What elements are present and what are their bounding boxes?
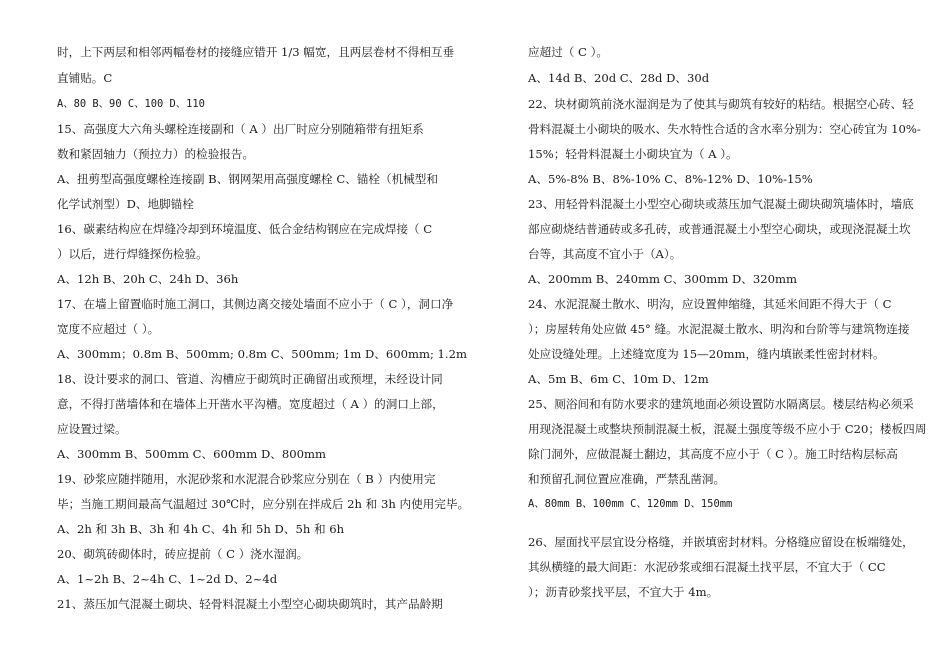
text-line: 其纵横缝的最大间距：水泥砂浆或细石混凝土找平层，不宜大于（ CC [528,560,886,574]
options-line: A、5m B、6m C、10m D、12m [528,372,709,386]
question-15: 15、高强度大六角头螺栓连接副和（ A ）出厂时应分别随箱带有扭矩系 [57,122,424,136]
text-line: 直铺贴。C [57,71,113,85]
options-line: A、14d B、20d C、28d D、30d [528,71,710,85]
text-line: 宽度不应超过（ ）。 [57,322,160,336]
text-line: ）；沥青砂浆找平层，不宜大于 4m。 [528,585,719,599]
text-line: 骨料混凝土小砌块的吸水、失水特性合适的含水率分别为：空心砖宜为 10%- [528,122,921,136]
question-18: 18、设计要求的洞口、管道、沟槽应于砌筑时正确留出或预埋，未经设计同 [57,372,443,386]
text-line: 处应设缝处理。上述缝宽度为 15—20mm，缝内填嵌柔性密封材料。 [528,347,885,361]
question-17: 17、在墙上留置临时施工洞口，其侧边离交接处墙面不应小于（ C ），洞口净 [57,297,454,311]
question-20: 20、砌筑砖砌体时，砖应提前（ C ）浇水湿润。 [57,547,309,561]
text-line: 应设置过梁。 [57,422,127,436]
question-16: 16、碳素结构应在焊缝冷却到环境温度、低合金结构钢应在完成焊接（ C [57,222,433,236]
question-21: 21、蒸压加气混凝土砌块、轻骨料混凝土小型空心砌块砌筑时，其产品龄期 [57,597,443,611]
text-line: 台等，其高度不宜小于（A）。 [528,247,682,261]
text-line: 应超过（ C ）。 [528,45,609,59]
options-line: A、2h 和 3h B、3h 和 4h C、4h 和 5h D、5h 和 6h [57,522,345,536]
text-line: 部应砌烧结普通砖或多孔砖，或普通混凝土小型空心砌块，或现浇混凝土坎 [528,222,911,236]
question-24: 24、水泥混凝土散水、明沟，应设置伸缩缝，其延米间距不得大于（ C [528,297,892,311]
options-line: A、12h B、20h C、24h D、36h [57,272,239,286]
options-line: A、300mm B、500mm C、600mm D、800mm [57,447,326,461]
question-22: 22、块材砌筑前浇水湿润是为了使其与砌筑有较好的粘结。根据空心砖、轻 [528,97,914,111]
options-line: A、1~2h B、2~4h C、1~2d D、2~4d [57,572,278,586]
text-line: 除门洞外，应做混凝土翻边，其高度不应小于（ C ）。施工时结构层标高 [528,447,898,461]
options-line: A、5%-8% B、8%-10% C、8%-12% D、10%-15% [528,172,813,186]
options-line: A、80mm B、100mm C、120mm D、150mm [528,498,733,510]
options-line: A、300mm；0.8m B、500mm; 0.8m C、500mm; 1m D、600mm; 1.2m [57,347,467,361]
options-line: A、80 B、90 C、100 D、110 [57,98,205,110]
text-line: 和预留孔洞位置应准确，严禁乱凿洞。 [528,472,726,486]
question-25: 25、厕浴间和有防水要求的建筑地面必须设置防水隔离层。楼层结构必须采 [528,397,914,411]
question-23: 23、用轻骨料混凝土小型空心砌块或蒸压加气混凝土砌块砌筑墙体时，墙底 [528,197,914,211]
text-line: 毕；当施工期间最高气温超过 30℃时，应分别在拌成后 2h 和 3h 内使用完毕。 [57,497,470,511]
text-line: 用现浇混凝土或整块预制混凝土板，混凝土强度等级不应小于 C20；楼板四周 [528,422,927,436]
text-line: ）以后，进行焊缝探伤检验。 [57,247,208,261]
text-line: 数和紧固轴力（预拉力）的检验报告。 [57,147,255,161]
text-line: 时，上下两层和相邻两幅卷材的接缝应错开 1/3 幅宽，且两层卷材不得相互垂 [57,45,455,59]
options-line: A、扭剪型高强度螺栓连接副 B、钢网架用高强度螺栓 C、锚栓（机械型和 [57,172,438,186]
question-26: 26、屋面找平层宜设分格缝，并嵌填密封材料。分格缝应留设在板端缝处， [528,535,914,549]
question-19: 19、砂浆应随拌随用，水泥砂浆和水泥混合砂浆应分别在（ B ）内使用完 [57,472,436,486]
text-line: ）；房屋转角处应做 45° 缝。水泥混凝土散水、明沟和台阶等与建筑物连接 [528,322,910,336]
options-line: 化学试剂型）D、地脚锚栓 [57,197,194,211]
options-line: A、200mm B、240mm C、300mm D、320mm [528,272,797,286]
text-line: 15%；轻骨料混凝土小砌块宜为（ A ）。 [528,147,738,161]
text-line: 意，不得打凿墙体和在墙体上开凿水平沟槽。宽度超过（ A ）的洞口上部， [57,397,444,411]
